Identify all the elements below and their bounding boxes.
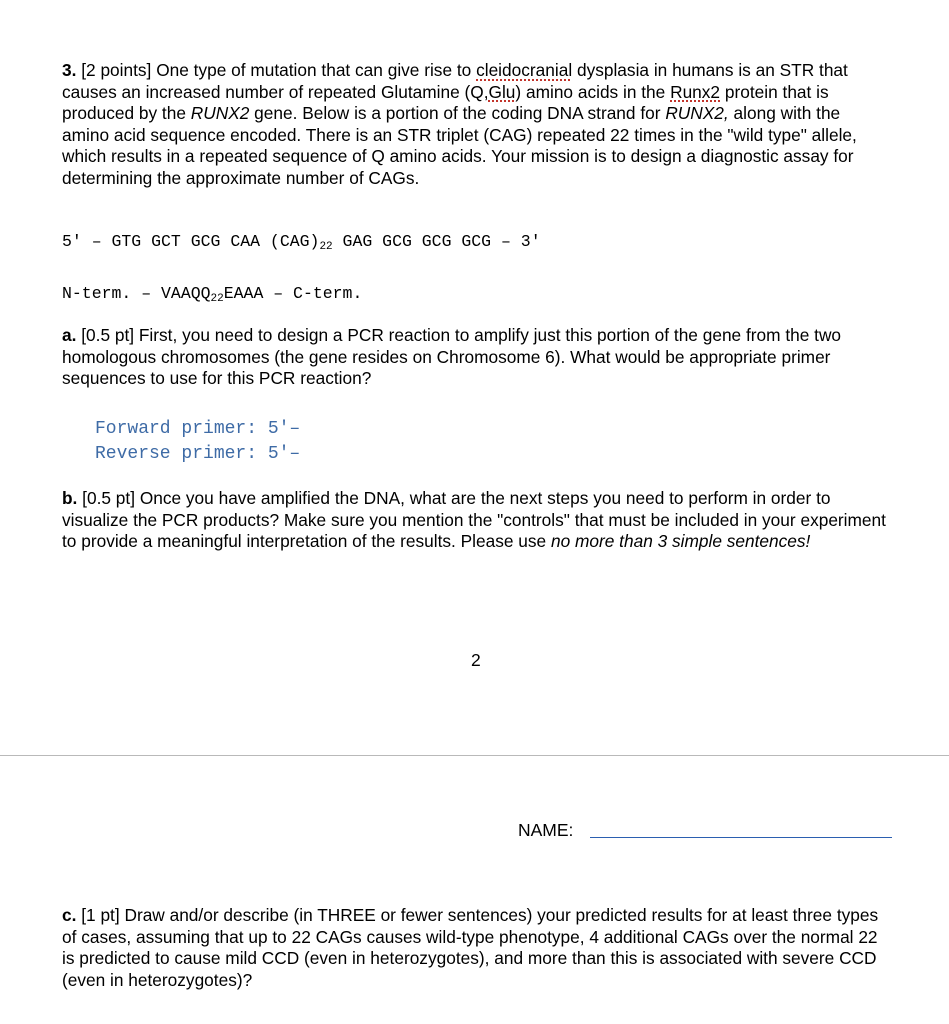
dna-sequence-start: 5' – GTG GCT GCG CAA (CAG) — [62, 232, 320, 251]
gene-name: RUNX2, — [665, 103, 729, 123]
question-c-text — [62, 905, 892, 991]
question-c-label: c. — [62, 905, 77, 925]
dna-repeat-count: 22 — [319, 241, 333, 253]
dna-sequence — [62, 232, 541, 251]
dna-sequence-end: GAG GCG GCG GCG – 3' — [332, 232, 541, 251]
question-3-part: One type of mutation that can give rise to — [156, 60, 472, 80]
protein-sequence-start: N-term. – VAAQQ — [62, 284, 211, 303]
name-label: NAME: — [518, 820, 574, 840]
forward-primer-line[interactable]: Forward primer: 5'– — [95, 419, 301, 439]
question-a-text — [62, 325, 892, 390]
question-b-body: [0.5 pt] Once you have amplified the DNA, what are the next steps you need to perform in order to visualize the PCR products? Make sure you mention the "controls" that must be included in your experiment to provide a meaningful interpretation of the results. Please use — [62, 488, 886, 551]
question-3-part: gene. Below is a portion of the coding DNA strand for — [254, 103, 661, 123]
question-a-label: a. — [62, 325, 77, 345]
question-3-text — [62, 60, 892, 189]
reverse-primer-line[interactable]: Reverse primer: 5'– — [95, 443, 301, 464]
question-3-part: ) amino acids in the — [515, 81, 666, 102]
question-c-body: [1 pt] Draw and/or describe (in THREE or fewer sentences) your predicted results for at least three types of cases, assuming that up to 22 CAGs causes wild-type phenotype, 4 additional CAGs over the normal 22 is predicted to cause mild CCD (even in heterozygotes), and more than this is associated with severe CCD (even in heterozygotes)? — [62, 905, 879, 990]
spellcheck-word-cleidocranial[interactable]: cleidocranial — [476, 60, 573, 80]
question-number: 3. — [62, 60, 77, 80]
name-field-line[interactable] — [590, 837, 892, 838]
protein-sequence — [62, 284, 362, 303]
protein-repeat-count: 22 — [210, 293, 224, 305]
page-number: 2 — [471, 650, 481, 670]
question-b-label: b. — [62, 488, 78, 508]
question-3-part: dysplasia in humans is an STR that causes an increased number of repeated Glutamine (Q, — [62, 60, 848, 102]
question-3-part: protein that is produced by the — [62, 81, 829, 123]
gene-name: RUNX2 — [190, 103, 250, 123]
question-a-body: [0.5 pt] First, you need to design a PCR reaction to amplify just this portion of the gene from the two homologous chromosomes (the gene resides on Chromosome 6). What would be appropriate primer sequences to use for this PCR reaction? — [62, 325, 842, 388]
primer-block — [95, 417, 300, 466]
page-divider — [0, 755, 949, 756]
question-points: [2 points] — [81, 60, 152, 80]
question-3-part: along with the amino acid sequence encoded. There is an STR triplet (CAG) repeated 22 times in the "wild type" allele, which results in a repeated sequence of Q amino acids. Your mission is to design a diagnostic assay for determining the approximate number of CAGs. — [62, 103, 857, 188]
spellcheck-word-runx2[interactable]: Runx2 — [670, 81, 721, 102]
spellcheck-word-glu[interactable]: Glu — [488, 81, 516, 102]
question-b-emphasis: no more than 3 simple sentences! — [550, 531, 811, 551]
question-b-text — [62, 488, 892, 553]
protein-sequence-end: EAAA – C-term. — [223, 284, 363, 303]
